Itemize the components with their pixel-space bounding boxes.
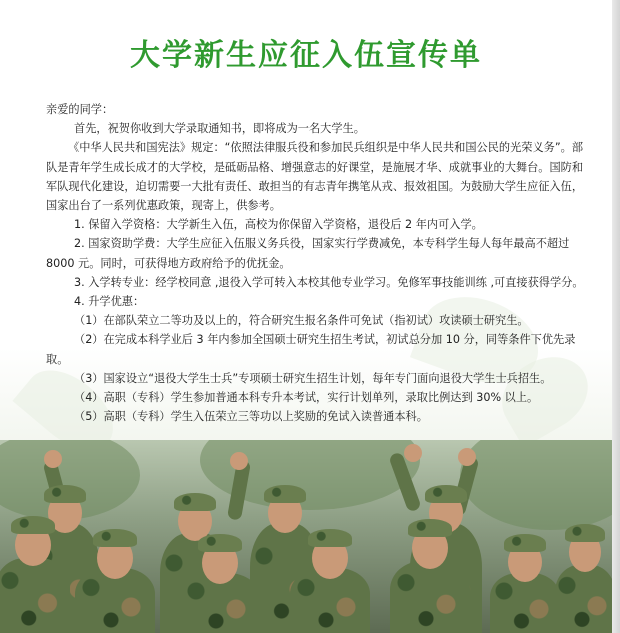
page-edge — [612, 0, 620, 633]
leaflet-title: 大学新生应征入伍宣传单 — [130, 38, 482, 73]
soldier-figure — [180, 538, 260, 633]
sub-policy-item: （5）高职（专科）学生入伍荣立三等功以上奖励的免试入读普通本科。 — [74, 410, 428, 424]
soldier-figure — [75, 533, 155, 633]
sub-policy-item: （2）在完成本科学业后 3 年内参加全国硕士研究生招生考试，初试总分加 10 分，同等条件下优先录取。 — [46, 333, 576, 366]
soldier-figure — [555, 528, 612, 633]
policy-item: 1. 保留入学资格：大学新生入伍，高校为你保留入学资格，退役后 2 年内可入学。 — [74, 218, 483, 232]
soldier-figure — [0, 518, 70, 633]
law-paragraph: 《中华人民共和国宪法》规定：“依照法律服兵役和参加民兵组织是中华人民共和国公民的光荣义务”。部队是青年学生成长成才的大学校，是砥砺品格、增强意志的好课堂，是施展才华、成就事业的大舞台。国防和军队现代化建设，迫切需要一大批有责任、敢担当的有志青年携笔从戎、报效祖国。为鼓励大学生应征入伍，国家出台了一系列优惠政策，现寄上，供参考。 — [46, 141, 584, 213]
policy-item: 2. 国家资助学费：大学生应征入伍服义务兵役，国家实行学费减免，本专科学生每人每年最高不超过 8000 元。同时，可获得地方政府给予的优抚金。 — [46, 237, 570, 270]
sub-policy-item: （3）国家设立“退役大学生士兵”专项硕士研究生招生计划，每年专门面向退役大学生士兵招生。 — [74, 371, 552, 385]
sub-policy-item: （4）高职（专科）学生参加普通本科专升本考试，实行计划单列，录取比例达到 30% 以上。 — [74, 391, 539, 405]
soldier-figure — [490, 538, 560, 633]
policy-item: 3. 入学转专业：经学校同意 ,退役入学可转入本校其他专业学习。免修军事技能训练 ,可直接获得学分。 — [74, 275, 584, 289]
soldiers-photo — [0, 440, 612, 633]
sub-policy-item: （1）在部队荣立二等功及以上的，符合研究生报名条件可免试（指初试）攻读硕士研究生。 — [74, 314, 529, 328]
raised-fist — [404, 444, 422, 462]
soldier-figure — [290, 533, 370, 633]
leaflet-body — [46, 100, 586, 426]
tree-foliage — [460, 440, 612, 530]
raised-fist — [458, 448, 476, 466]
greeting: 亲爱的同学： — [46, 103, 114, 116]
intro-paragraph: 首先，祝贺你收到大学录取通知书，即将成为一名大学生。 — [74, 122, 365, 136]
raised-fist — [44, 450, 62, 468]
soldier-figure — [390, 523, 470, 633]
policy-item: 4. 升学优惠： — [74, 295, 145, 309]
raised-fist — [230, 452, 248, 470]
